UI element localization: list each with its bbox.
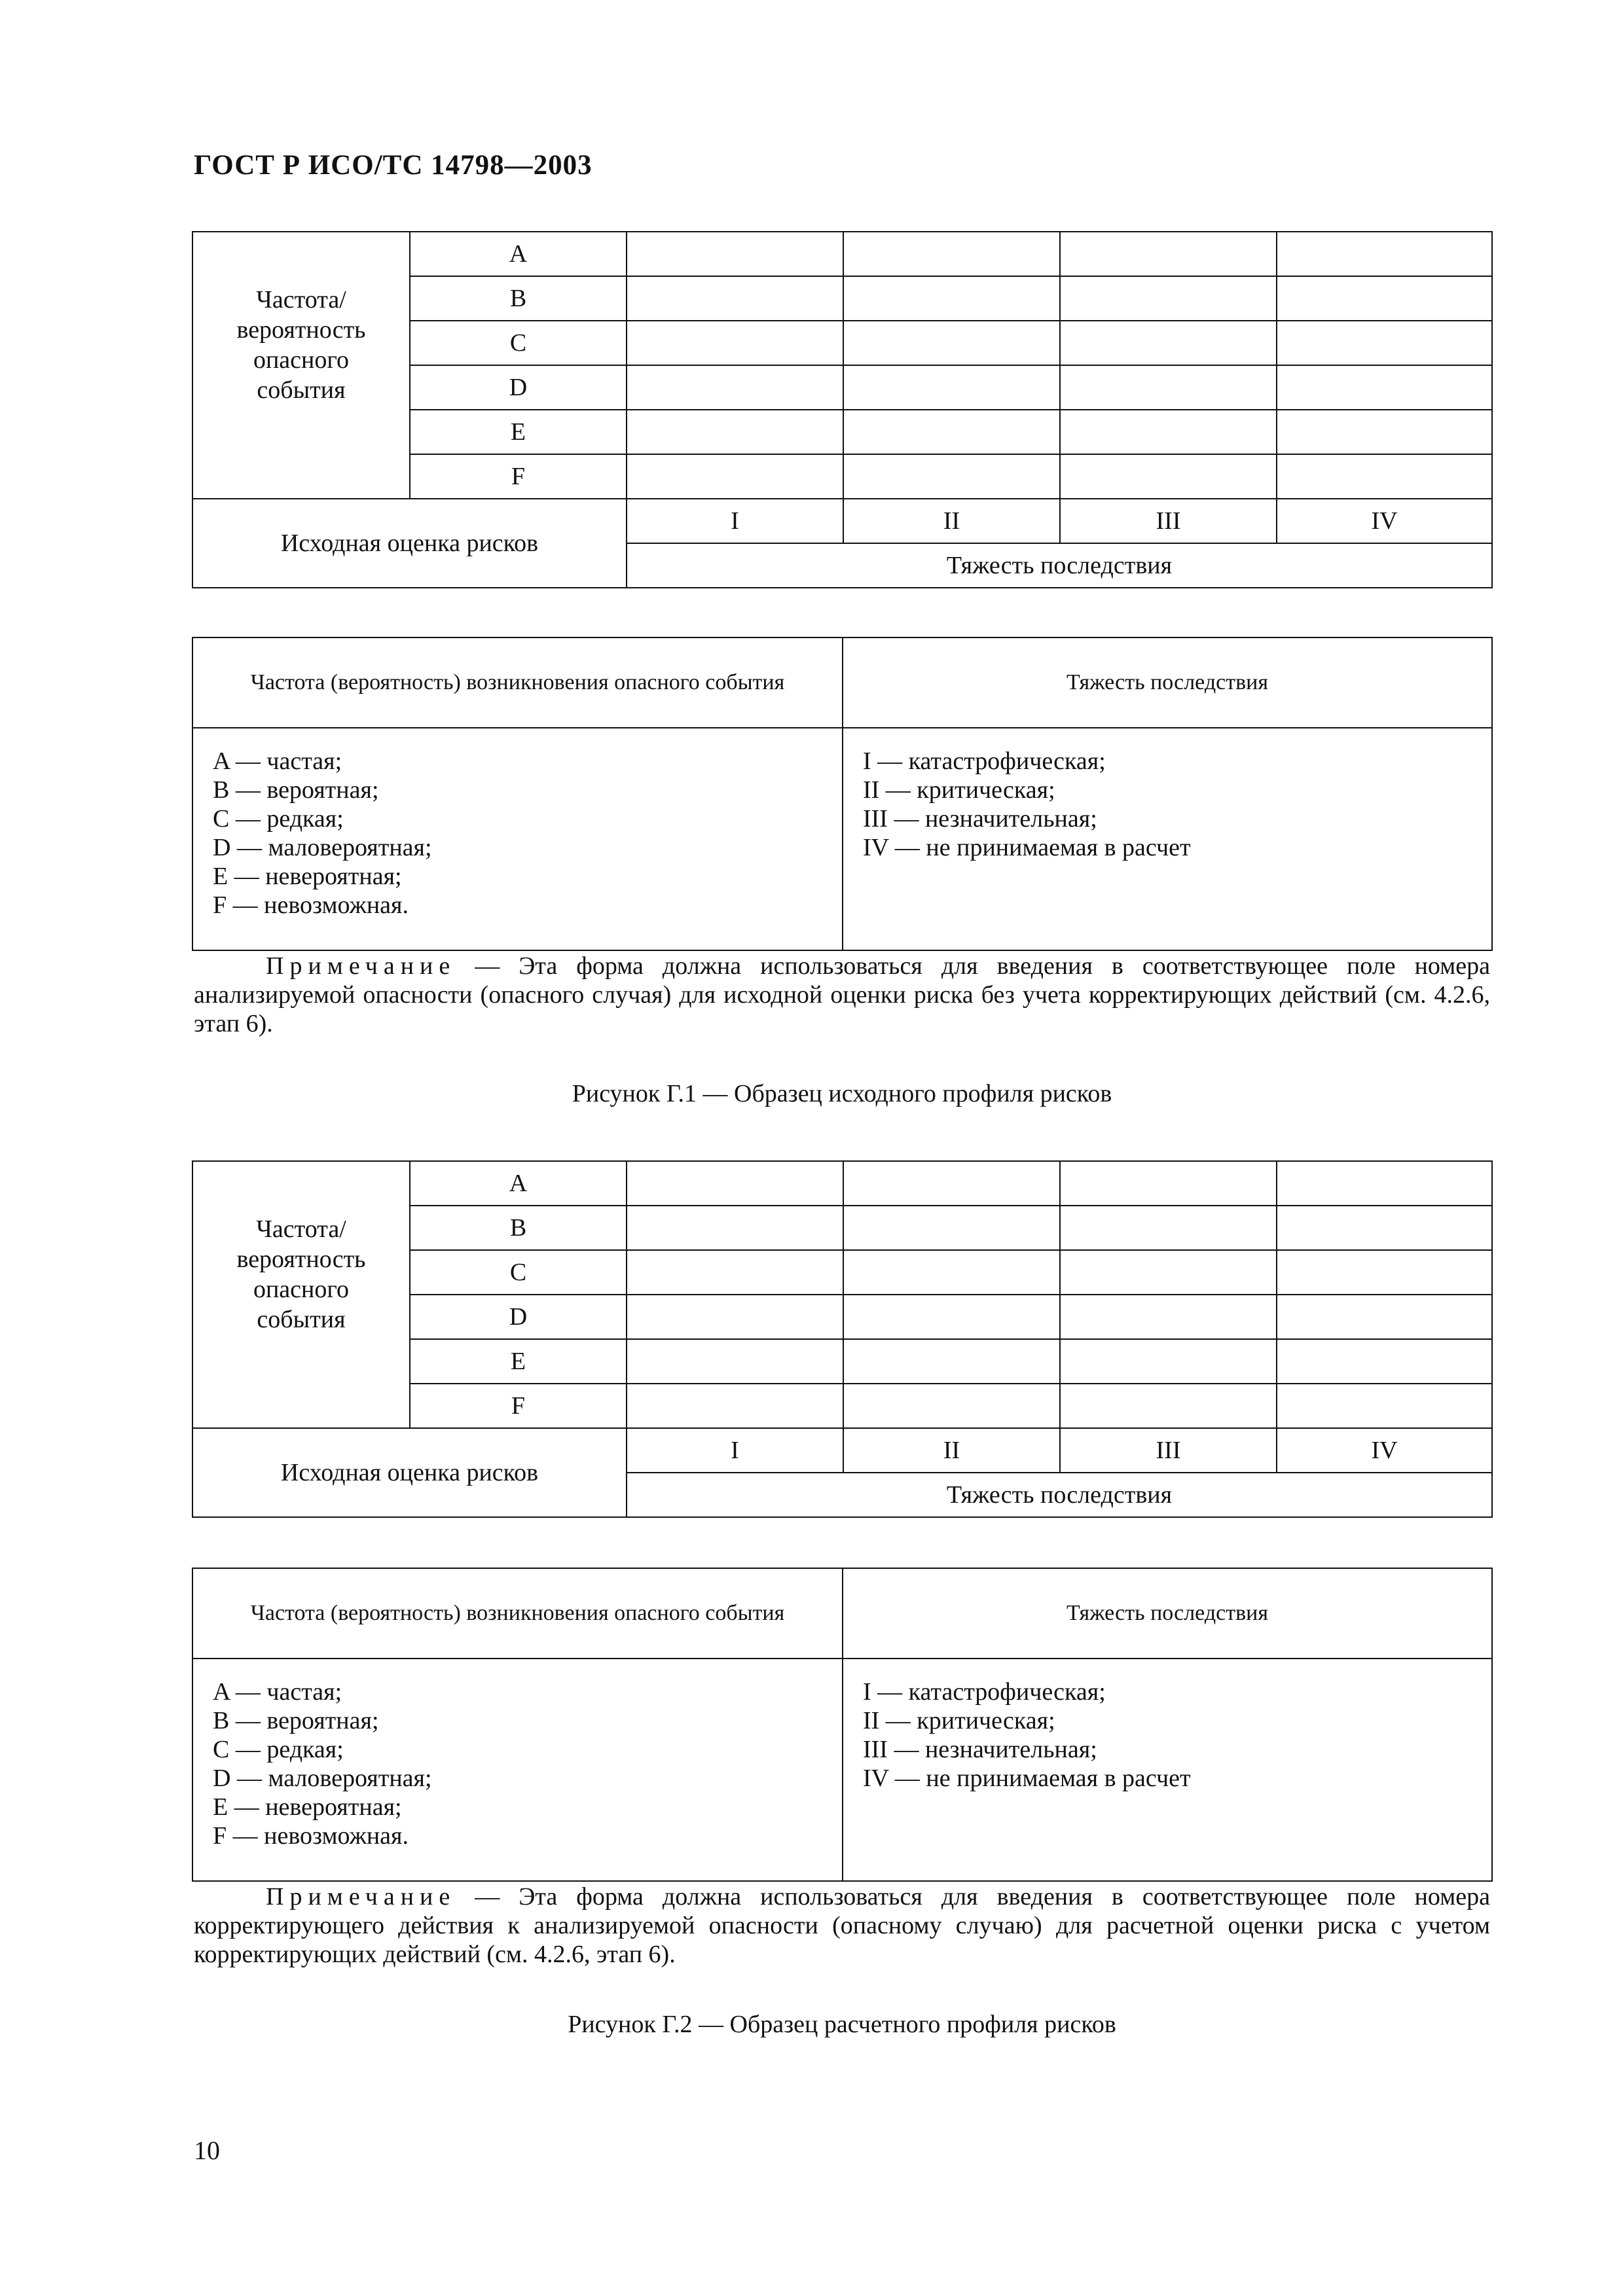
- severity-col-i: I: [627, 1428, 843, 1473]
- row-letter-e: E: [410, 410, 627, 454]
- legend-table-2: [192, 1568, 1493, 1882]
- frequency-label-line: Частота/: [256, 286, 346, 314]
- severity-col-ii: II: [843, 1428, 1060, 1473]
- severity-col-iii: III: [1060, 1428, 1277, 1473]
- legend-severity-item: III — незначительная;: [863, 805, 1097, 833]
- matrix-cell: [627, 1206, 843, 1250]
- matrix-cell: [1277, 1384, 1492, 1428]
- legend-frequency-header: Частота (вероятность) возникновения опасного события: [192, 1568, 843, 1659]
- matrix-cell: [1277, 232, 1492, 276]
- matrix-cell: [1060, 1384, 1277, 1428]
- legend-frequency-item: F — невозможная.: [213, 1822, 409, 1850]
- frequency-label-line: события: [257, 376, 346, 404]
- matrix-cell: [1277, 1295, 1492, 1339]
- note-label: Примечание: [266, 1883, 456, 1910]
- matrix-cell: [1277, 1161, 1492, 1206]
- page-number: 10: [194, 2136, 220, 2165]
- severity-col-iii: III: [1060, 499, 1277, 543]
- matrix-cell: [627, 365, 843, 410]
- matrix-cell: [627, 276, 843, 321]
- frequency-label-line: Частота/: [256, 1215, 346, 1243]
- legend-frequency-header: Частота (вероятность) возникновения опасного события: [192, 637, 843, 728]
- legend-frequency-item: B — вероятная;: [213, 1707, 379, 1734]
- legend-severity-item: I — катастрофическая;: [863, 1678, 1106, 1706]
- matrix-cell: [1277, 276, 1492, 321]
- legend-severity-header: Тяжесть последствия: [843, 1568, 1492, 1659]
- legend-frequency-list: [192, 1659, 843, 1881]
- matrix-cell: [1060, 1206, 1277, 1250]
- legend-frequency-item: D — маловероятная;: [213, 834, 432, 861]
- note-label: Примечание: [266, 952, 456, 980]
- severity-col-iv: IV: [1277, 499, 1492, 543]
- risk-profile-table-1: [192, 231, 1493, 588]
- legend-severity-item: II — критическая;: [863, 776, 1055, 804]
- risk-profile-table-2: [192, 1160, 1493, 1518]
- frequency-label-line: события: [257, 1306, 346, 1333]
- matrix-cell: [1060, 232, 1277, 276]
- frequency-label-cell: [192, 232, 410, 499]
- matrix-cell: [1060, 276, 1277, 321]
- severity-col-i: I: [627, 499, 843, 543]
- legend-frequency-item: C — редкая;: [213, 805, 344, 833]
- matrix-cell: [627, 1384, 843, 1428]
- legend-severity-list: [843, 728, 1492, 950]
- matrix-cell: [843, 1206, 1060, 1250]
- matrix-cell: [627, 454, 843, 499]
- matrix-cell: [1060, 1250, 1277, 1295]
- matrix-cell: [1060, 1161, 1277, 1206]
- legend-frequency-item: E — невероятная;: [213, 863, 402, 890]
- matrix-cell: [1277, 365, 1492, 410]
- legend-severity-item: III — незначительная;: [863, 1736, 1097, 1763]
- initial-risk-label: Исходная оценка рисков: [192, 1428, 627, 1517]
- legend-frequency-item: C — редкая;: [213, 1736, 344, 1763]
- matrix-cell: [843, 454, 1060, 499]
- severity-col-iv: IV: [1277, 1428, 1492, 1473]
- note-paragraph-1: [194, 952, 1490, 1038]
- legend-severity-list: [843, 1659, 1492, 1881]
- matrix-cell: [627, 232, 843, 276]
- matrix-cell: [843, 365, 1060, 410]
- matrix-cell: [843, 1339, 1060, 1384]
- legend-frequency-item: A — частая;: [213, 1678, 342, 1706]
- matrix-cell: [1277, 410, 1492, 454]
- matrix-cell: [1060, 410, 1277, 454]
- matrix-cell: [1060, 321, 1277, 365]
- legend-frequency-list: [192, 728, 843, 950]
- row-letter-e: E: [410, 1339, 627, 1384]
- matrix-cell: [843, 232, 1060, 276]
- legend-frequency-item: B — вероятная;: [213, 776, 379, 804]
- matrix-cell: [627, 1295, 843, 1339]
- matrix-cell: [1060, 454, 1277, 499]
- note-text: — Эта форма должна использоваться для введения в соответствующее поле номера корректирующего действия к анализируемой опасности (опасному случаю) для расчетной оценки риска с учетом корректирующих действий (см. 4.2.6, этап 6).: [194, 1883, 1490, 1968]
- legend-frequency-item: A — частая;: [213, 747, 342, 775]
- matrix-cell: [843, 1295, 1060, 1339]
- severity-label: Тяжесть последствия: [627, 543, 1492, 588]
- legend-frequency-item: D — маловероятная;: [213, 1765, 432, 1792]
- frequency-label-line: вероятность: [236, 1246, 366, 1273]
- row-letter-f: F: [410, 454, 627, 499]
- matrix-cell: [1060, 1295, 1277, 1339]
- matrix-cell: [627, 321, 843, 365]
- matrix-cell: [1277, 1250, 1492, 1295]
- legend-severity-item: IV — не принимаемая в расчет: [863, 834, 1191, 861]
- row-letter-b: B: [410, 1206, 627, 1250]
- row-letter-a: A: [410, 1161, 627, 1206]
- document-header-title: ГОСТ Р ИСО/ТС 14798—2003: [194, 150, 593, 181]
- row-letter-c: C: [410, 1250, 627, 1295]
- matrix-cell: [627, 410, 843, 454]
- severity-label: Тяжесть последствия: [627, 1473, 1492, 1517]
- row-letter-a: A: [410, 232, 627, 276]
- legend-severity-item: IV — не принимаемая в расчет: [863, 1765, 1191, 1792]
- frequency-label-cell: [192, 1161, 410, 1428]
- legend-severity-item: II — критическая;: [863, 1707, 1055, 1734]
- matrix-cell: [1060, 1339, 1277, 1384]
- row-letter-d: D: [410, 365, 627, 410]
- matrix-cell: [1277, 1206, 1492, 1250]
- note-text: — Эта форма должна использоваться для введения в соответствующее поле номера анализируемой опасности (опасного случая) для исходной оценки риска без учета корректирующих действий (см. 4.2.6, этап 6).: [194, 952, 1490, 1037]
- matrix-cell: [843, 410, 1060, 454]
- row-letter-c: C: [410, 321, 627, 365]
- figure-caption-2: Рисунок Г.2 — Образец расчетного профиля рисков: [568, 2011, 1116, 2038]
- frequency-label-line: опасного: [253, 346, 350, 374]
- matrix-cell: [627, 1161, 843, 1206]
- frequency-label-line: вероятность: [236, 316, 366, 344]
- row-letter-f: F: [410, 1384, 627, 1428]
- matrix-cell: [843, 1384, 1060, 1428]
- legend-frequency-item: E — невероятная;: [213, 1793, 402, 1821]
- initial-risk-label: Исходная оценка рисков: [192, 499, 627, 588]
- row-letter-b: B: [410, 276, 627, 321]
- matrix-cell: [1277, 321, 1492, 365]
- matrix-cell: [843, 1161, 1060, 1206]
- note-paragraph-2: [194, 1882, 1490, 1969]
- figure-caption-1: Рисунок Г.1 — Образец исходного профиля рисков: [572, 1080, 1112, 1107]
- matrix-cell: [1277, 1339, 1492, 1384]
- legend-severity-item: I — катастрофическая;: [863, 747, 1106, 775]
- matrix-cell: [843, 276, 1060, 321]
- matrix-cell: [1060, 365, 1277, 410]
- matrix-cell: [627, 1339, 843, 1384]
- matrix-cell: [1277, 454, 1492, 499]
- frequency-label-line: опасного: [253, 1276, 350, 1303]
- row-letter-d: D: [410, 1295, 627, 1339]
- legend-table-1: [192, 637, 1493, 951]
- severity-col-ii: II: [843, 499, 1060, 543]
- matrix-cell: [843, 321, 1060, 365]
- matrix-cell: [627, 1250, 843, 1295]
- matrix-cell: [843, 1250, 1060, 1295]
- legend-severity-header: Тяжесть последствия: [843, 637, 1492, 728]
- legend-frequency-item: F — невозможная.: [213, 891, 409, 919]
